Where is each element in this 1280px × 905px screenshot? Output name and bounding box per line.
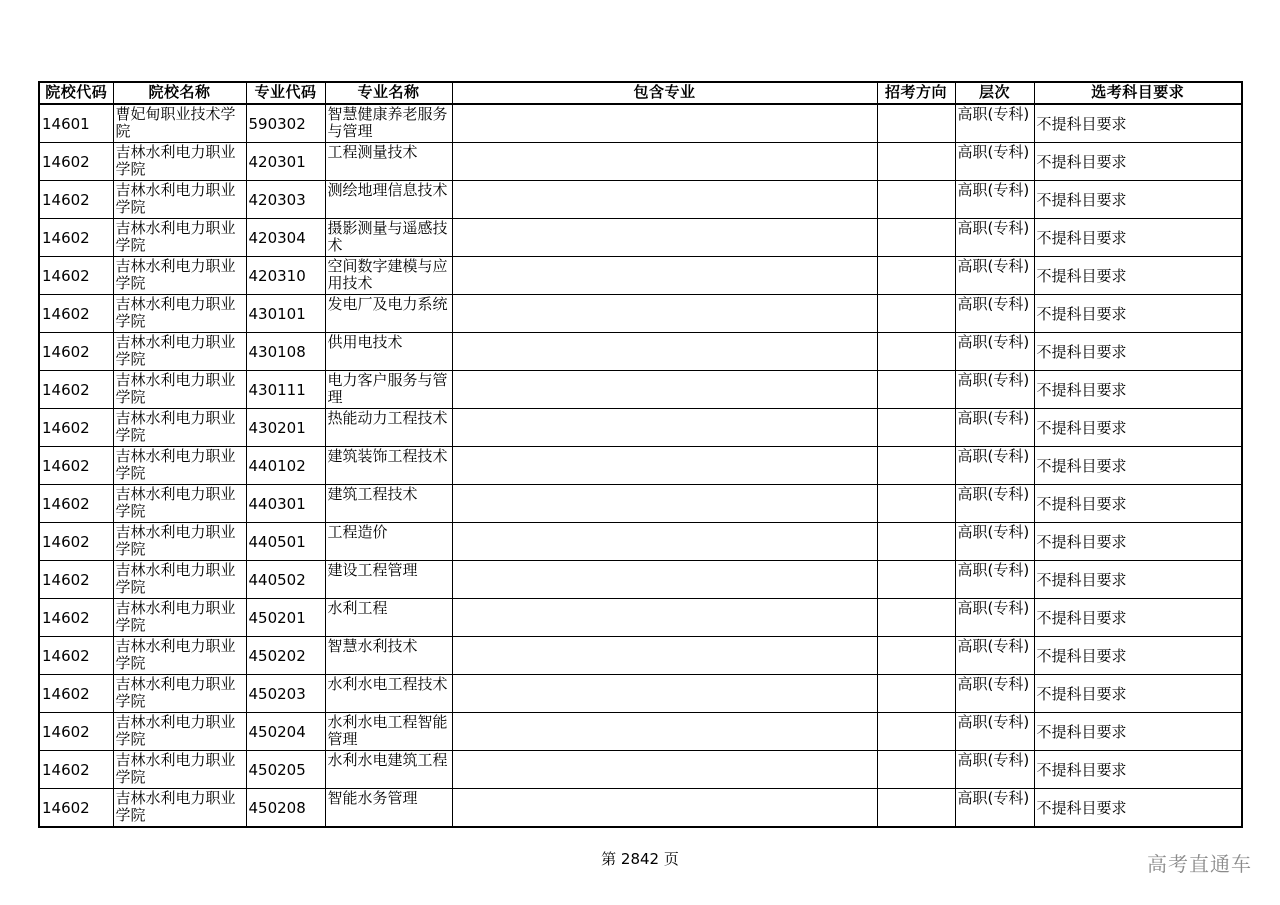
cell-contains <box>452 599 877 637</box>
cell-contains <box>452 561 877 599</box>
cell-requirement: 不提科目要求 <box>1034 295 1242 333</box>
cell-level: 高职(专科) <box>955 447 1034 485</box>
cell-major-name: 工程造价 <box>325 523 452 561</box>
cell-school-code: 14602 <box>39 333 113 371</box>
cell-school-name: 吉林水利电力职业学院 <box>113 637 246 675</box>
table-row <box>39 447 1242 485</box>
table-row <box>39 789 1242 828</box>
cell-major-code: 450204 <box>246 713 325 751</box>
cell-school-name: 吉林水利电力职业学院 <box>113 409 246 447</box>
cell-major-code: 440301 <box>246 485 325 523</box>
cell-school-name: 吉林水利电力职业学院 <box>113 751 246 789</box>
cell-school-code: 14601 <box>39 104 113 143</box>
table-row <box>39 599 1242 637</box>
cell-contains <box>452 181 877 219</box>
cell-requirement: 不提科目要求 <box>1034 143 1242 181</box>
header-contains: 包含专业 <box>452 82 877 104</box>
cell-major-name: 智慧水利技术 <box>325 637 452 675</box>
cell-school-code: 14602 <box>39 637 113 675</box>
cell-requirement: 不提科目要求 <box>1034 561 1242 599</box>
cell-requirement: 不提科目要求 <box>1034 333 1242 371</box>
cell-direction <box>877 713 955 751</box>
cell-direction <box>877 295 955 333</box>
cell-requirement: 不提科目要求 <box>1034 599 1242 637</box>
cell-level: 高职(专科) <box>955 713 1034 751</box>
header-level: 层次 <box>955 82 1034 104</box>
cell-major-code: 430108 <box>246 333 325 371</box>
cell-contains <box>452 295 877 333</box>
cell-major-name: 智慧健康养老服务与管理 <box>325 104 452 143</box>
cell-requirement: 不提科目要求 <box>1034 219 1242 257</box>
cell-contains <box>452 637 877 675</box>
cell-requirement: 不提科目要求 <box>1034 257 1242 295</box>
cell-contains <box>452 447 877 485</box>
table-row <box>39 104 1242 143</box>
table-row <box>39 637 1242 675</box>
cell-direction <box>877 485 955 523</box>
cell-major-name: 水利水电工程智能管理 <box>325 713 452 751</box>
cell-contains <box>452 485 877 523</box>
cell-school-code: 14602 <box>39 295 113 333</box>
cell-contains <box>452 675 877 713</box>
table-row <box>39 409 1242 447</box>
cell-requirement: 不提科目要求 <box>1034 789 1242 828</box>
cell-level: 高职(专科) <box>955 599 1034 637</box>
header-direction: 招考方向 <box>877 82 955 104</box>
table-row <box>39 485 1242 523</box>
cell-school-name: 吉林水利电力职业学院 <box>113 143 246 181</box>
cell-school-code: 14602 <box>39 789 113 828</box>
cell-major-name: 摄影测量与遥感技术 <box>325 219 452 257</box>
cell-major-code: 450203 <box>246 675 325 713</box>
cell-major-code: 590302 <box>246 104 325 143</box>
cell-school-name: 吉林水利电力职业学院 <box>113 257 246 295</box>
cell-direction <box>877 181 955 219</box>
cell-major-name: 工程测量技术 <box>325 143 452 181</box>
cell-contains <box>452 523 877 561</box>
cell-direction <box>877 447 955 485</box>
cell-major-name: 测绘地理信息技术 <box>325 181 452 219</box>
cell-requirement: 不提科目要求 <box>1034 751 1242 789</box>
cell-direction <box>877 409 955 447</box>
cell-direction <box>877 257 955 295</box>
header-requirement: 选考科目要求 <box>1034 82 1242 104</box>
cell-school-code: 14602 <box>39 675 113 713</box>
table-body <box>39 104 1242 827</box>
cell-requirement: 不提科目要求 <box>1034 485 1242 523</box>
cell-major-name: 供用电技术 <box>325 333 452 371</box>
cell-contains <box>452 789 877 828</box>
table-row <box>39 219 1242 257</box>
table-row <box>39 295 1242 333</box>
cell-level: 高职(专科) <box>955 257 1034 295</box>
cell-requirement: 不提科目要求 <box>1034 637 1242 675</box>
cell-major-name: 水利水电工程技术 <box>325 675 452 713</box>
cell-level: 高职(专科) <box>955 789 1034 828</box>
cell-major-code: 450202 <box>246 637 325 675</box>
cell-major-code: 450201 <box>246 599 325 637</box>
cell-school-code: 14602 <box>39 371 113 409</box>
cell-school-code: 14602 <box>39 181 113 219</box>
cell-requirement: 不提科目要求 <box>1034 104 1242 143</box>
cell-major-name: 发电厂及电力系统 <box>325 295 452 333</box>
cell-direction <box>877 371 955 409</box>
cell-requirement: 不提科目要求 <box>1034 181 1242 219</box>
cell-major-code: 450208 <box>246 789 325 828</box>
cell-level: 高职(专科) <box>955 143 1034 181</box>
cell-direction <box>877 561 955 599</box>
table-row <box>39 143 1242 181</box>
cell-school-code: 14602 <box>39 713 113 751</box>
cell-direction <box>877 789 955 828</box>
cell-school-name: 吉林水利电力职业学院 <box>113 333 246 371</box>
table-row <box>39 333 1242 371</box>
cell-major-name: 建设工程管理 <box>325 561 452 599</box>
cell-contains <box>452 333 877 371</box>
cell-school-code: 14602 <box>39 751 113 789</box>
cell-school-code: 14602 <box>39 143 113 181</box>
cell-school-code: 14602 <box>39 257 113 295</box>
cell-direction <box>877 104 955 143</box>
cell-level: 高职(专科) <box>955 751 1034 789</box>
header-major-name: 专业名称 <box>325 82 452 104</box>
cell-major-code: 430101 <box>246 295 325 333</box>
cell-school-name: 吉林水利电力职业学院 <box>113 295 246 333</box>
cell-major-code: 450205 <box>246 751 325 789</box>
cell-direction <box>877 523 955 561</box>
table-row <box>39 751 1242 789</box>
cell-major-code: 420303 <box>246 181 325 219</box>
cell-school-code: 14602 <box>39 485 113 523</box>
cell-contains <box>452 104 877 143</box>
cell-level: 高职(专科) <box>955 523 1034 561</box>
cell-contains <box>452 371 877 409</box>
cell-school-name: 吉林水利电力职业学院 <box>113 675 246 713</box>
cell-level: 高职(专科) <box>955 333 1034 371</box>
cell-level: 高职(专科) <box>955 371 1034 409</box>
cell-school-code: 14602 <box>39 409 113 447</box>
cell-requirement: 不提科目要求 <box>1034 713 1242 751</box>
cell-major-code: 420301 <box>246 143 325 181</box>
cell-direction <box>877 751 955 789</box>
cell-level: 高职(专科) <box>955 219 1034 257</box>
cell-major-code: 430111 <box>246 371 325 409</box>
cell-direction <box>877 599 955 637</box>
cell-direction <box>877 675 955 713</box>
cell-contains <box>452 713 877 751</box>
cell-level: 高职(专科) <box>955 409 1034 447</box>
cell-school-code: 14602 <box>39 219 113 257</box>
cell-school-name: 吉林水利电力职业学院 <box>113 523 246 561</box>
cell-school-code: 14602 <box>39 447 113 485</box>
cell-major-name: 热能动力工程技术 <box>325 409 452 447</box>
table-row <box>39 371 1242 409</box>
cell-contains <box>452 751 877 789</box>
cell-school-code: 14602 <box>39 561 113 599</box>
cell-major-code: 440102 <box>246 447 325 485</box>
cell-school-name: 吉林水利电力职业学院 <box>113 219 246 257</box>
cell-major-name: 建筑工程技术 <box>325 485 452 523</box>
cell-school-code: 14602 <box>39 599 113 637</box>
cell-level: 高职(专科) <box>955 675 1034 713</box>
cell-school-name: 吉林水利电力职业学院 <box>113 789 246 828</box>
cell-level: 高职(专科) <box>955 485 1034 523</box>
cell-major-name: 水利水电建筑工程 <box>325 751 452 789</box>
cell-direction <box>877 637 955 675</box>
cell-requirement: 不提科目要求 <box>1034 409 1242 447</box>
cell-major-name: 建筑装饰工程技术 <box>325 447 452 485</box>
header-major-code: 专业代码 <box>246 82 325 104</box>
table-row <box>39 713 1242 751</box>
cell-school-name: 吉林水利电力职业学院 <box>113 485 246 523</box>
table-row <box>39 675 1242 713</box>
watermark: 高考直通车 <box>1147 852 1252 876</box>
cell-major-code: 440502 <box>246 561 325 599</box>
cell-major-name: 水利工程 <box>325 599 452 637</box>
cell-level: 高职(专科) <box>955 181 1034 219</box>
cell-contains <box>452 219 877 257</box>
table-row <box>39 257 1242 295</box>
cell-major-code: 440501 <box>246 523 325 561</box>
admissions-table <box>38 81 1243 828</box>
cell-direction <box>877 333 955 371</box>
cell-school-name: 吉林水利电力职业学院 <box>113 713 246 751</box>
cell-school-code: 14602 <box>39 523 113 561</box>
cell-requirement: 不提科目要求 <box>1034 523 1242 561</box>
page-number: 第 2842 页 <box>601 850 679 868</box>
cell-major-code: 420310 <box>246 257 325 295</box>
cell-major-code: 420304 <box>246 219 325 257</box>
cell-contains <box>452 143 877 181</box>
cell-contains <box>452 409 877 447</box>
header-school-name: 院校名称 <box>113 82 246 104</box>
table-row <box>39 561 1242 599</box>
cell-requirement: 不提科目要求 <box>1034 371 1242 409</box>
cell-major-name: 空间数字建模与应用技术 <box>325 257 452 295</box>
table-row <box>39 523 1242 561</box>
cell-requirement: 不提科目要求 <box>1034 675 1242 713</box>
cell-school-name: 曹妃甸职业技术学院 <box>113 104 246 143</box>
cell-school-name: 吉林水利电力职业学院 <box>113 561 246 599</box>
cell-direction <box>877 143 955 181</box>
table-row <box>39 181 1242 219</box>
cell-major-name: 智能水务管理 <box>325 789 452 828</box>
cell-school-name: 吉林水利电力职业学院 <box>113 371 246 409</box>
cell-level: 高职(专科) <box>955 104 1034 143</box>
header-row <box>39 82 1242 104</box>
cell-school-name: 吉林水利电力职业学院 <box>113 599 246 637</box>
cell-major-code: 430201 <box>246 409 325 447</box>
cell-school-name: 吉林水利电力职业学院 <box>113 181 246 219</box>
cell-major-name: 电力客户服务与管理 <box>325 371 452 409</box>
cell-level: 高职(专科) <box>955 637 1034 675</box>
header-school-code: 院校代码 <box>39 82 113 104</box>
cell-level: 高职(专科) <box>955 295 1034 333</box>
cell-direction <box>877 219 955 257</box>
cell-level: 高职(专科) <box>955 561 1034 599</box>
cell-school-name: 吉林水利电力职业学院 <box>113 447 246 485</box>
cell-requirement: 不提科目要求 <box>1034 447 1242 485</box>
cell-contains <box>452 257 877 295</box>
